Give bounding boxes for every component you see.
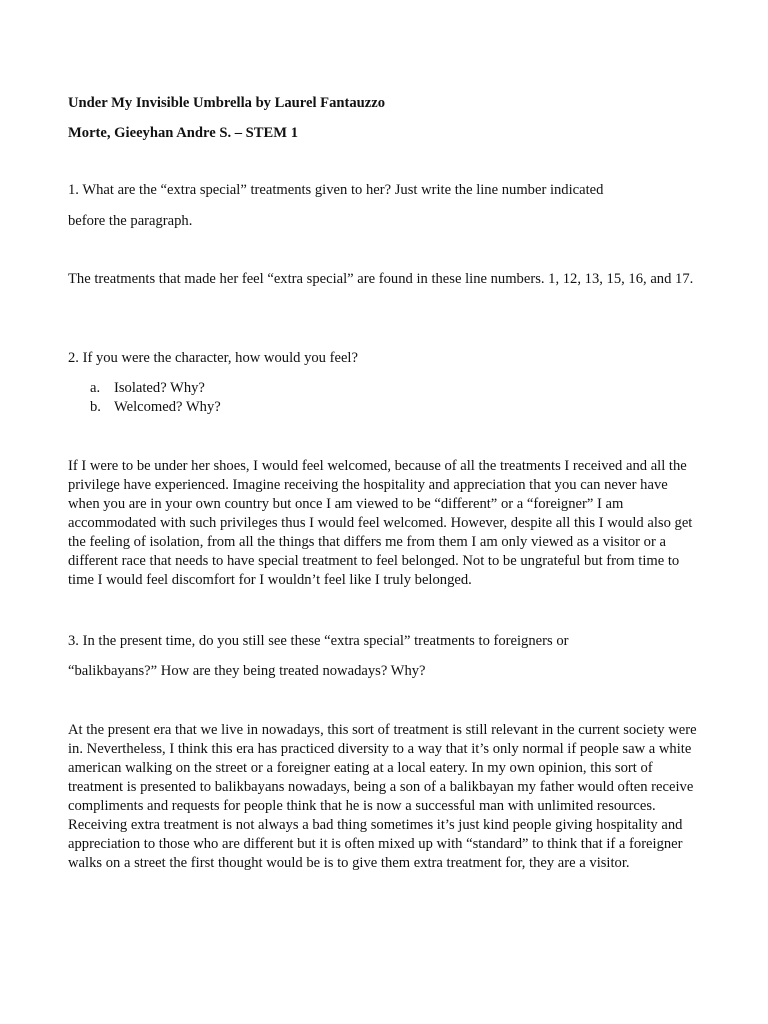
question-2-options	[90, 379, 221, 417]
answer-2: If I were to be under her shoes, I would feel welcomed, because of all the treatments I received and all the privilege have experienced. Imagine receiving the hospitality and appreciation that you can never have when you are in your own country but once I am viewed to be “different” or a “foreigner” I am accommodated with such privileges thus I would feel welcomed. However, despite all this I would also get the feeling of isolation, from all the things that differs me from them I am only viewed as a visitor or a different race that needs to have special treatment to feel belonged. Not to be ungrateful but from time to time I would feel discomfort for I wouldn’t feel like I truly belonged.	[68, 458, 693, 588]
question-1-line-1: 1. What are the “extra special” treatments given to her? Just write the line number indicated	[68, 182, 604, 198]
question-1-line-2: before the paragraph.	[68, 213, 193, 229]
answer-3: At the present era that we live in nowadays, this sort of treatment is still relevant in the current society were in. Nevertheless, I think this era has practiced diversity to a way that it’s only normal if people saw a white american walking on the street or a foreigner eating at a local eatery. In my own opinion, this sort of treatment is presented to balikbayans nowadays, being a son of a balikbayan my father would often receive compliments and requests for people think that he is now a successful man with unlimited resources. Receiving extra treatment is not always a bad thing sometimes it’s just kind people giving hospitality and appreciation to those who are different but it is often mixed up with “standard” to think that if a foreigner walks on a street the first thought would be is to give them extra treatment for, they are a visitor.	[68, 722, 697, 871]
answer-1: The treatments that made her feel “extra special” are found in these line numbers. 1, 12, 13, 15, 16, and 17.	[68, 271, 694, 287]
option-a	[90, 379, 221, 398]
document-title: Under My Invisible Umbrella by Laurel Fantauzzo	[68, 95, 386, 111]
option-b-marker: b.	[90, 399, 101, 415]
option-a-text: Isolated? Why?	[114, 380, 205, 396]
author-line: Morte, Gieeyhan Andre S. – STEM 1	[68, 125, 298, 141]
question-2: 2. If you were the character, how would you feel?	[68, 350, 358, 366]
option-b	[90, 398, 221, 417]
question-3-line-1: 3. In the present time, do you still see these “extra special” treatments to foreigners or	[68, 633, 569, 649]
option-b-text: Welcomed? Why?	[114, 399, 221, 415]
question-3-line-2: “balikbayans?” How are they being treated nowadays? Why?	[68, 663, 426, 679]
option-a-marker: a.	[90, 380, 101, 396]
